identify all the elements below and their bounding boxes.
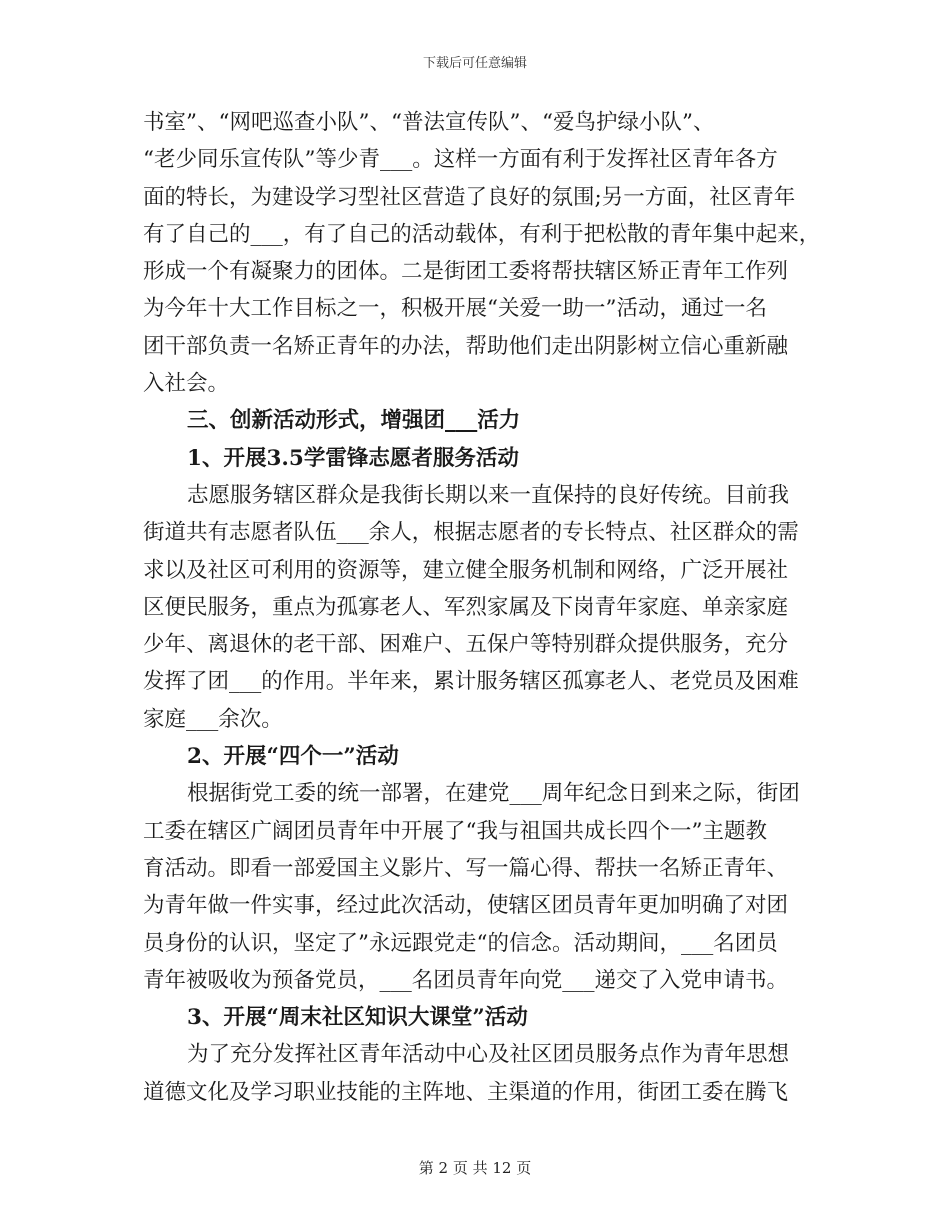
paragraph-line: 为今年十大工作目标之一，积极开展“关爱一助一”活动，通过一名	[143, 296, 767, 322]
page-header: 下载后可任意编辑	[422, 56, 527, 71]
paragraph-line: 发挥了团___的作用。半年来，累计服务辖区孤寡老人、老党员及困难	[143, 669, 799, 695]
paragraph-line: 少年、离退休的老干部、困难户、五保户等特别群众提供服务，充分	[143, 632, 789, 658]
paragraph-line: 书室”、“网吧巡查小队”、“普法宣传队”、“爱鸟护绿小队”、	[143, 110, 715, 135]
section-heading: 3、开展“周末社区知识大课堂”活动	[187, 1005, 528, 1031]
paragraph-line: 街道共有志愿者队伍___余人，根据志愿者的专长特点、社区群众的需	[143, 520, 799, 546]
paragraph-line: 团干部负责一名矫正青年的办法，帮助他们走出阴影树立信心重新融	[143, 333, 789, 359]
document-body	[143, 104, 823, 1111]
paragraph-line: 为青年做一件实事，经过此次活动，使辖区团员青年更加明确了对团	[143, 893, 789, 919]
paragraph-line: 育活动。即看一部爱国主义影片、写一篇心得、帮扶一名矫正青年、	[143, 855, 789, 881]
paragraph-line: 道德文化及学习职业技能的主阵地、主渠道的作用，街团工委在腾飞	[143, 1079, 789, 1105]
paragraph-line: 求以及社区可利用的资源等，建立健全服务机制和网络，广泛开展社	[143, 557, 789, 583]
paragraph-line: 青年被吸收为预备党员，___名团员青年向党___递交了入党申请书。	[143, 967, 789, 993]
paragraph-line: 志愿服务辖区群众是我街长期以来一直保持的良好传统。目前我	[187, 482, 790, 508]
paragraph-line: 形成一个有凝聚力的团体。二是街团工委将帮扶辖区矫正青年工作列	[143, 259, 789, 285]
paragraph-line: 员身份的认识，坚定了”永远跟党走“的信念。活动期间，___名团员	[143, 930, 778, 956]
section-heading: 1、开展3.5学雷锋志愿者服务活动	[187, 445, 519, 471]
paragraph-line: “老少同乐宣传队”等少青___。这样一方面有利于发挥社区青年各方	[143, 147, 778, 173]
section-heading: 三、创新活动形式，增强团___活力	[187, 408, 521, 434]
paragraph-line: 区便民服务，重点为孤寡老人、军烈家属及下岗青年家庭、单亲家庭	[143, 594, 789, 620]
paragraph-line: 为了充分发挥社区青年活动中心及社区团员服务点作为青年思想	[187, 1042, 790, 1068]
paragraph-line: 工委在辖区广阔团员青年中开展了“我与祖国共成长四个一”主题教	[143, 818, 767, 844]
page-footer: 第 2 页 共 12 页	[418, 1159, 532, 1177]
paragraph-line: 有了自己的___，有了自己的活动载体，有利于把松散的青年集中起来，	[143, 221, 821, 247]
paragraph-line: 家庭___余次。	[143, 706, 283, 732]
paragraph-line: 面的特长，为建设学习型社区营造了良好的氛围;另一方面，社区青年	[143, 184, 796, 210]
paragraph-line: 根据街党工委的统一部署，在建党___周年纪念日到来之际，街团	[187, 781, 800, 807]
paragraph-line: 入社会。	[143, 371, 230, 397]
section-heading: 2、开展“四个一”活动	[187, 744, 399, 770]
